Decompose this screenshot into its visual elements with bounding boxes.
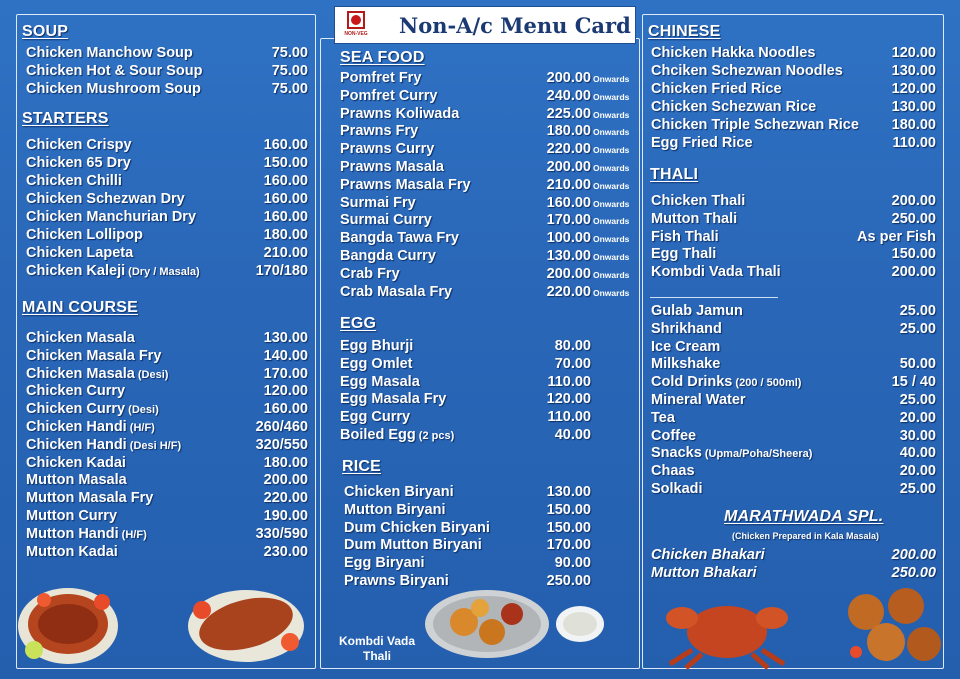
soup-heading: SOUP (22, 23, 69, 40)
fried-snack-image (836, 582, 946, 672)
egg-item-name: Egg Masala Fry (340, 391, 447, 408)
egg-item-price: 80.00 (554, 338, 591, 354)
rice-item-name: Mutton Biryani (344, 501, 446, 518)
rice-item-name: Dum Mutton Biryani (344, 537, 482, 554)
chinese-item-name: Chicken Triple Schezwan Rice (651, 117, 859, 133)
sea-food-item-price: 200.00 (546, 159, 591, 175)
soup-item-price: 75.00 (271, 81, 308, 97)
starters-item-name: Chicken Kaleji (Dry / Masala) (26, 263, 200, 279)
sea-food-item-name: Bangda Tawa Fry (340, 230, 459, 247)
starters-item-price: 160.00 (263, 209, 308, 225)
starters-heading: STARTERS (22, 110, 109, 127)
thali-item-price: As per Fish (857, 228, 936, 245)
main-course-item-price: 190.00 (263, 508, 308, 524)
onwards-label: Onwards (593, 269, 630, 280)
main-course-item-name: Mutton Masala Fry (26, 490, 154, 507)
main-course-item-price: 260/460 (255, 419, 308, 435)
main-course-item-name: Chicken Curry (Desi) (26, 401, 159, 418)
item-note: (Desi H/F) (126, 439, 182, 452)
chinese-item-name: Chicken Fried Rice (651, 81, 782, 97)
rice-heading: RICE (342, 458, 382, 475)
marathwada-item-name: Mutton Bhakari (651, 564, 757, 581)
starters-item-price: 160.00 (263, 137, 308, 153)
egg-item-price: 40.00 (554, 427, 591, 443)
egg-item-name: Egg Bhurji (340, 338, 414, 354)
item-note: (200 / 500ml) (732, 377, 802, 390)
thali-item-price: 200.00 (891, 264, 936, 281)
rice-item-price: 150.00 (546, 519, 591, 536)
title-banner (334, 6, 636, 44)
onwards-label: Onwards (593, 287, 630, 298)
main-course-item-price: 220.00 (263, 490, 308, 507)
main-course-item-name: Chicken Kadai (26, 454, 126, 471)
others-item-name: Chaas (651, 463, 695, 480)
rice-item-price: 130.00 (546, 484, 591, 500)
sea-food-item-name: Pomfret Fry (340, 70, 422, 86)
sea-food-item-price: 180.00 (546, 123, 591, 140)
thali-item-price: 200.00 (891, 193, 936, 209)
crab-image (662, 590, 792, 670)
others-item-price: 50.00 (899, 356, 936, 373)
section-divider (650, 297, 778, 298)
rice-item-name: Dum Chicken Biryani (344, 519, 490, 536)
starters-item-name: Chicken 65 Dry (26, 155, 131, 171)
chutney-bowl-image (554, 604, 606, 644)
others-item-price: 40.00 (899, 445, 936, 462)
sea-food-item-name: Surmai Curry (340, 212, 432, 229)
sea-food-item-price: 220.00 (546, 283, 591, 300)
onwards-label: Onwards (593, 91, 630, 102)
thali-heading: THALI (650, 166, 699, 183)
starters-item-price: 170/180 (255, 263, 308, 279)
others-item-name: Shrikhand (651, 320, 722, 337)
starters-item-price: 160.00 (263, 173, 308, 189)
sea-food-item-price: 225.00 (546, 105, 591, 122)
main-course-item-price: 230.00 (263, 543, 308, 560)
others-item-name: Snacks (Upma/Poha/Sheera) (651, 445, 813, 462)
egg-item-name: Egg Curry (340, 409, 411, 426)
soup-item-name: Chicken Mushroom Soup (26, 81, 201, 97)
others-item-price: 25.00 (899, 392, 936, 408)
onwards-label: Onwards (593, 234, 630, 245)
item-note: (H/F) (118, 528, 147, 541)
onwards-label: Onwards (593, 127, 630, 138)
onwards-label: Onwards (593, 163, 630, 173)
others-item-price: 25.00 (899, 303, 936, 319)
rice-item-name: Egg Biryani (344, 555, 425, 572)
sea-food-item-price: 200.00 (546, 70, 591, 86)
main-course-item-price: 200.00 (263, 472, 308, 489)
egg-item-price: 110.00 (547, 373, 591, 390)
rice-item-price: 170.00 (546, 537, 591, 554)
rice-item-price: 150.00 (546, 501, 591, 518)
item-note: (Desi) (134, 368, 169, 381)
sea-food-item-price: 210.00 (546, 176, 591, 193)
marathwada-subheading: (Chicken Prepared in Kala Masala) (732, 531, 880, 541)
main-course-heading: MAIN COURSE (22, 299, 138, 316)
sea-food-item-price: 220.00 (546, 141, 591, 158)
chinese-item-name: Chicken Hakka Noodles (651, 45, 816, 61)
sea-food-item-price: 100.00 (546, 230, 591, 247)
thali-item-name: Kombdi Vada Thali (651, 264, 781, 281)
egg-item-price: 70.00 (554, 355, 591, 372)
others-item-price: 20.00 (899, 463, 936, 480)
others-item-name: Milkshake (651, 356, 721, 373)
item-note: (Desi) (125, 404, 159, 417)
soup-item-name: Chicken Hot & Sour Soup (26, 63, 203, 79)
egg-item-price: 120.00 (546, 391, 591, 408)
egg-item-price: 110.00 (547, 409, 591, 426)
sea-food-item-price: 240.00 (546, 87, 591, 104)
sea-food-item-name: Pomfret Curry (340, 87, 438, 104)
chinese-heading: CHINESE (648, 23, 721, 40)
main-course-item-price: 120.00 (263, 383, 308, 400)
main-course-item-price: 140.00 (263, 347, 308, 364)
egg-item-name: Boiled Egg (2 pcs) (340, 427, 455, 443)
others-item-price: 25.00 (899, 320, 936, 337)
item-note: (2 pcs) (415, 430, 455, 442)
others-item-price: 30.00 (899, 427, 936, 444)
egg-item-name: Egg Masala (340, 373, 420, 390)
starters-item-price: 160.00 (263, 191, 308, 207)
thali-item-name: Egg Thali (651, 246, 717, 263)
starters-item-price: 180.00 (263, 227, 308, 243)
item-note: (Dry / Masala) (125, 266, 200, 278)
sea-food-item-price: 130.00 (546, 248, 591, 264)
chinese-item-price: 180.00 (891, 117, 936, 133)
others-item-name: Coffee (651, 427, 697, 444)
item-note: (H/F) (126, 422, 155, 434)
starters-item-name: Chicken Lapeta (26, 245, 134, 261)
starters-item-name: Chicken Schezwan Dry (26, 191, 185, 207)
chinese-item-price: 120.00 (891, 81, 936, 97)
main-course-item-name: Chicken Handi (H/F) (26, 419, 155, 435)
main-course-item-name: Chicken Masala (Desi) (26, 365, 169, 382)
soup-item-name: Chicken Manchow Soup (26, 45, 193, 61)
sea-food-item-name: Prawns Fry (340, 123, 419, 140)
chinese-item-price: 130.00 (891, 63, 936, 79)
sea-food-item-price: 200.00 (546, 265, 591, 282)
fish-fry-image (182, 580, 310, 670)
thali-item-name: Mutton Thali (651, 210, 738, 227)
main-course-item-name: Mutton Curry (26, 508, 118, 524)
chinese-item-price: 130.00 (891, 99, 936, 115)
main-course-item-price: 170.00 (263, 365, 308, 382)
starters-item-name: Chicken Crispy (26, 137, 132, 153)
main-course-item-name: Chicken Handi (Desi H/F) (26, 436, 182, 453)
chinese-item-price: 120.00 (891, 45, 936, 61)
onwards-label: Onwards (593, 216, 630, 227)
rice-item-name: Chicken Biryani (344, 484, 454, 500)
marathwada-item-price: 200.00 (891, 547, 936, 563)
chinese-item-name: Chicken Schezwan Rice (651, 99, 817, 115)
marathwada-item-name: Chicken Bhakari (651, 547, 765, 563)
main-course-item-name: Chicken Curry (26, 383, 126, 400)
onwards-label: Onwards (593, 252, 630, 262)
non-veg-logo (343, 10, 369, 40)
onwards-label: Onwards (593, 180, 630, 191)
main-course-item-price: 320/550 (255, 436, 308, 453)
onwards-label: Onwards (593, 145, 630, 156)
rice-item-name: Prawns Biryani (344, 573, 449, 589)
page-title: Non-A/c Menu Card (399, 13, 631, 38)
others-item-price: 25.00 (899, 481, 936, 497)
main-course-item-name: Chicken Masala Fry (26, 347, 162, 364)
chinese-item-price: 110.00 (892, 135, 936, 151)
others-item-name: Ice Cream (651, 338, 721, 355)
sea-food-item-price: 170.00 (546, 212, 591, 229)
main-course-item-name: Mutton Kadai (26, 543, 118, 560)
sea-food-item-name: Surmai Fry (340, 194, 416, 211)
starters-item-name: Chicken Manchurian Dry (26, 209, 197, 225)
starters-item-price: 150.00 (263, 155, 308, 171)
main-course-item-price: 130.00 (263, 330, 308, 346)
sea-food-item-name: Crab Masala Fry (340, 283, 453, 300)
fried-fish-image (14, 578, 122, 670)
onwards-label: Onwards (593, 198, 630, 209)
soup-item-price: 75.00 (271, 63, 308, 79)
sea-food-item-name: Prawns Masala Fry (340, 176, 471, 193)
main-course-item-name: Mutton Handi (H/F) (26, 525, 147, 542)
marathwada-heading: MARATHWADA SPL. (724, 508, 884, 525)
others-item-price: 15 / 40 (891, 374, 936, 391)
others-item-name: Cold Drinks (200 / 500ml) (651, 374, 802, 391)
rice-item-price: 250.00 (546, 573, 591, 589)
main-course-item-price: 180.00 (263, 454, 308, 471)
soup-item-price: 75.00 (271, 45, 308, 61)
sea-food-item-name: Prawns Curry (340, 141, 435, 158)
thali-item-price: 150.00 (891, 246, 936, 263)
chinese-item-name: Egg Fried Rice (651, 135, 753, 151)
starters-item-name: Chicken Chilli (26, 173, 122, 189)
main-course-item-price: 160.00 (263, 401, 308, 418)
thali-item-name: Fish Thali (651, 228, 719, 245)
others-item-name: Tea (651, 409, 675, 426)
thali-item-name: Chicken Thali (651, 193, 746, 209)
sea-food-item-price: 160.00 (546, 194, 591, 211)
main-course-item-price: 330/590 (255, 525, 308, 542)
others-item-name: Gulab Jamun (651, 303, 743, 319)
sea-food-item-name: Prawns Koliwada (340, 105, 460, 122)
rice-item-price: 90.00 (554, 555, 591, 572)
others-item-name: Mineral Water (651, 392, 746, 408)
main-course-item-name: Chicken Masala (26, 330, 135, 346)
starters-item-price: 210.00 (263, 245, 308, 261)
egg-item-name: Egg Omlet (340, 355, 413, 372)
starters-item-name: Chicken Lollipop (26, 227, 143, 243)
item-note: (Upma/Poha/Sheera) (701, 448, 813, 461)
thali-item-price: 250.00 (891, 210, 936, 227)
onwards-label: Onwards (593, 109, 630, 120)
logo-label: NON-VEG (344, 31, 368, 37)
onwards-label: Onwards (593, 74, 630, 84)
egg-heading: EGG (340, 315, 377, 332)
others-item-name: Solkadi (651, 481, 703, 497)
sea-food-item-name: Prawns Masala (340, 159, 444, 175)
others-item-price: 20.00 (899, 409, 936, 426)
marathwada-item-price: 250.00 (891, 564, 936, 581)
sea-food-heading: SEA FOOD (340, 49, 425, 66)
thali-caption: Kombdi Vada Thali (338, 634, 415, 663)
chinese-item-name: Chciken Schezwan Noodles (651, 63, 843, 79)
sea-food-item-name: Bangda Curry (340, 248, 436, 264)
sea-food-item-name: Crab Fry (340, 265, 400, 282)
main-course-item-name: Mutton Masala (26, 472, 127, 489)
thali-plate-image (422, 588, 552, 660)
